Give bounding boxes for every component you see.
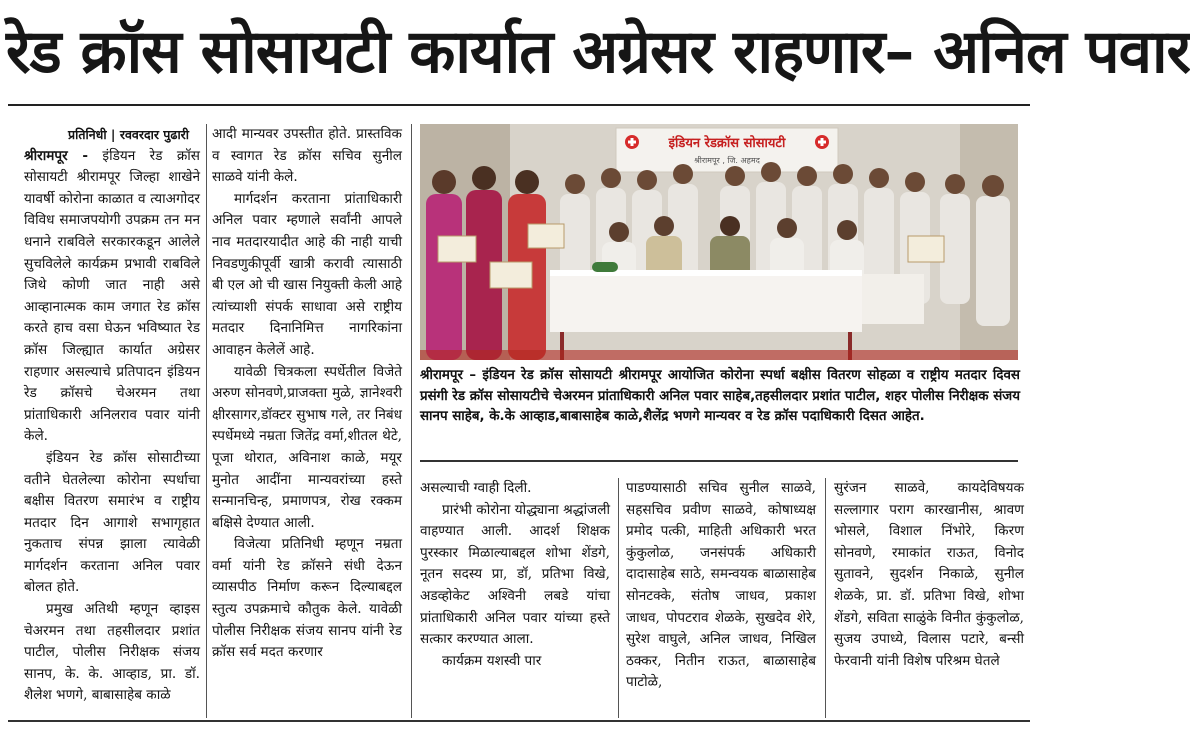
paragraph: यावेळी चित्रकला स्पर्धेतील विजेते अरुण सोनवणे,प्राजक्ता मुळे, ज्ञानेश्वरी क्षीरसागर,डॉक्टर सुभाष गले, तर निबंध स्पर्धेमध्ये नम्रता जितेंद्र वर्मा,शीतल थेटे, पूजा थोरात, अविनाश काळे, मयूर मुनोत आदींना मान्यवरांच्या हस्ते सन्मानचिन्ह, प्रमाणपत्र, रोख रक्कम बक्षिसे देण्यात आली. <box>212 363 402 531</box>
column-5 <box>834 478 1024 672</box>
paragraph: आदी मान्यवर उपस्तीत होते. प्रास्तविक व स्वागत रेड क्रॉस सचिव सुनील साळवे यांनी केले. <box>212 126 402 186</box>
event-photo <box>420 124 1018 360</box>
paragraph: सुरंजन साळवे, कायदेविषयक सल्लागार पराग कारखानीस, श्रावण भोसले, विशाल निंभोरे, किरण सोनवणे, रमाकांत राऊत, विनोद सुतावने, सुदर्शन निकाळे, सुनील शेळके, प्रा. डॉ. प्रतिभा विखे, शोभा शेंडगे, सविता साळुंके विनीत कुंकुलोळ, सुजय उपाध्ये, विलास पटारे, बन्सी फेरवानी यांनी विशेष परिश्रम घेतले <box>834 480 1024 669</box>
column-1 <box>24 124 200 707</box>
column-2 <box>212 124 402 664</box>
paragraph: प्रमुख अतिथी म्हणून व्हाइस चेअरमन तथा तहसीलदार प्रशांत पाटील, पोलीस निरीक्षक संजय सानप, के. के. आव्हाड, प्रा. डॉ. शैलेश भणगे, बाबासाहेब काळे <box>24 601 200 704</box>
paragraph: विजेत्या प्रतिनिधी म्हणून नम्रता वर्मा यांनी रेड क्रॉसने संधी देऊन व्यासपीठ निर्माण करून दिल्याबद्दल स्तुत्य उपक्रमाचे कौतुक केले. यावेळी पोलीस निरीक्षक संजय सानप यांनी रेड क्रॉस सर्व मदत करणार <box>212 536 402 661</box>
banner-title: इंडियन रेडक्रॉस सोसायटी <box>668 136 786 151</box>
column-rule <box>206 124 207 718</box>
page-bottom-rule <box>8 720 1030 722</box>
column-rule <box>825 478 826 718</box>
column-rule <box>618 478 619 718</box>
headline-rule <box>8 104 1030 106</box>
paragraph: कार्यक्रम यशस्वी पार <box>442 652 542 669</box>
headline: रेड क्रॉस सोसायटी कार्यात अग्रेसर राहणार– अनिल पवार <box>6 17 1190 87</box>
paragraph: मार्गदर्शन करताना प्रांताधिकारी अनिल पवार म्हणाले सर्वांनी आपले नाव मतदारयादीत आहे की नाही याची निवडणुकीपूर्वी खात्री करावी त्यासाठी बी एल ओ ची खास नियुक्ती केली आहे त्यांच्याशी संपर्क साधावा असे राष्ट्रीय मतदार दिनानिमित्त नागरिकांना आवाहन केलेलें आहे. <box>212 190 402 358</box>
event-photo-illustration <box>420 124 1018 360</box>
banner <box>616 128 838 172</box>
paragraph: इंडियन रेड क्रॉस सोसाटीच्या वतीने घेतलेल्या कोरोना स्पर्धाचा बक्षीस वितरण समारंभ व राष्ट्रीय मतदार दिन आगाशे सभागृहात नुकताच संपन्न झाला त्यावेळी मार्गदर्शन करताना अनिल पवार बोलत होते. <box>24 449 200 596</box>
lead-paragraph <box>24 146 200 448</box>
lead-text: इंडियन रेड क्रॉस सोसायटी श्रीरामपूर जिल्हा शाखेने यावर्षी कोरोना काळात व त्याअगोदर विविध समाजपयोगी उपक्रम तन मन धनाने राबविले सरकारकडून आलेले सुचविलेले कार्यक्रम प्रभावी राबविले जिथे कोणी जात नाही असे आव्हानात्मक काम जगात रेड क्रॉस करते हाच वसा घेऊन भविष्यात रेड क्रॉस जिल्ह्यात कार्यात अग्रेसर राहणार असल्याचे प्रतिपादन इंडियन रेड क्रॉसचे चेअरमन तथा प्रांताधिकारी अनिलराव पवार यांनी केले. <box>24 147 200 445</box>
paragraph: प्रारंभी कोरोना योद्ध्याना श्रद्धांजली वाहण्यात आली. आदर्श शिक्षक पुरस्कार मिळाल्याबद्दल शोभा शेंडगे, नूतन सदस्य प्रा, डॉ, प्रतिभा विखे, अडव्होकेट अश्विनी लबडे यांचा प्रांताधिकारी अनिल पवार यांच्या हस्ते सत्कार करण्यात आला. <box>420 501 610 648</box>
paragraph: असल्याची ग्वाही दिली. <box>420 480 532 496</box>
byline: प्रतिनिधी | रववरदार पुढारी <box>68 127 190 142</box>
column-3 <box>420 478 610 672</box>
caption-rule <box>420 460 1018 462</box>
photo-caption: श्रीरामपूर – इंडियन रेड क्रॉस सोसायटी श्रीरामपूर आयोजित कोरोना स्पर्धा बक्षीस वितरण सोहळा व राष्ट्रीय मतदार दिवस प्रसंगी रेड क्रॉस सोसायटीचे चेअरमन प्रांताधिकारी अनिल पवार साहेब,तहसीलदार प्रशांत पाटील, शहर पोलीस निरीक्षक संजय सानप साहेब, के.के आव्हाड,बाबासाहेब काळे,शैलेंद्र भणगे मान्यवर व रेड क्रॉस पदाधिकारी दिसत आहेत. <box>420 368 1020 424</box>
column-4 <box>626 478 816 694</box>
paragraph: पाडण्यासाठी सचिव सुनील साळवे, सहसचिव प्रवीण साळवे, कोषाध्यक्ष प्रमोद पत्की, माहिती अधिकारी भरत कुंकुलोळ, जनसंपर्क अधिकारी दादासाहेब साठे, समन्वयक बाळासाहेब सोनटक्के, संतोष जाधव, प्रकाश जाधव, पोपटराव शेळके, सुखदेव शेरे, सुरेश वाघुले, अनिल जाधव, निखिल ठक्कर, नितीन राऊत, बाळासाहेब पाटोळे, <box>626 480 816 691</box>
column-rule <box>411 124 412 718</box>
dateline: श्रीरामपूर - <box>24 147 89 164</box>
banner-subtitle: श्रीरामपूर , जि. अहमद <box>694 156 760 165</box>
